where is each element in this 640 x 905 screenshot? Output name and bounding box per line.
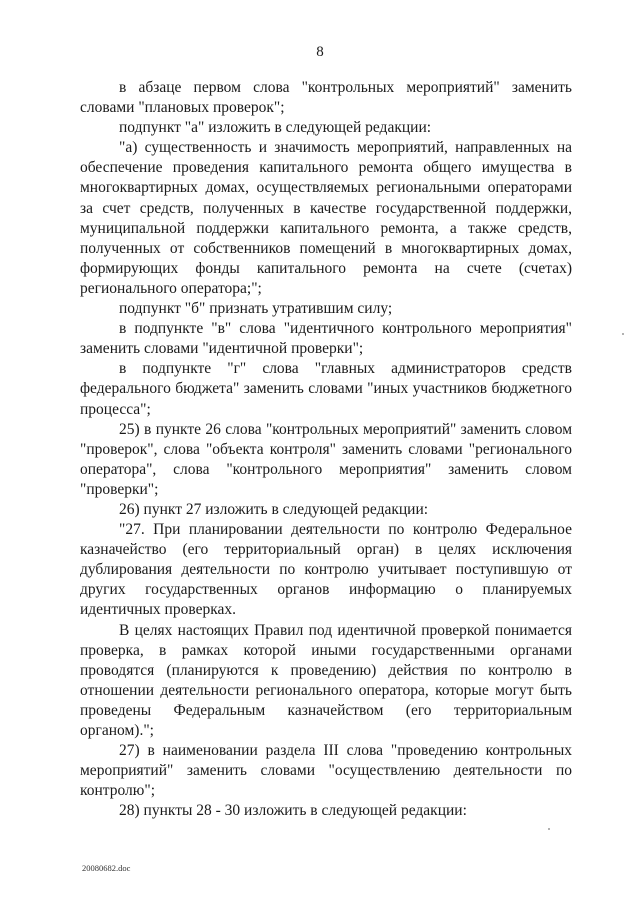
- paragraph-11: 27) в наименовании раздела III слова "проведению контрольных мероприятий" заменить словами "осуществлению деятельности по контролю";: [80, 742, 572, 800]
- paragraph-7: 25) в пункте 26 слова "контрольных мероприятий" заменить словом "проверок", слова "объекта контроля" заменить словами "регионального оператора", слова "контрольного мероприятия" заменить словом "проверки";: [80, 420, 572, 498]
- paragraph-5: в подпункте "в" слова "идентичного контрольного мероприятия" заменить словами "идентичной проверки";: [80, 320, 572, 358]
- footer-filename: 20080682.doc: [82, 863, 131, 873]
- scan-speck: [548, 828, 550, 830]
- scan-speck: [622, 333, 624, 335]
- paragraph-2: подпункт "а" изложить в следующей редакции:: [119, 119, 432, 137]
- paragraph-9: "27. При планировании деятельности по контролю Федеральное казначейство (его территориальный орган) в целях исключения дублирования деятельности по контролю учитывает поступившую от других государственных органов информацию о планируемых идентичных проверках.: [80, 521, 572, 619]
- paragraph-1: в абзаце первом слова "контрольных мероприятий" заменить словами "плановых проверок";: [80, 79, 572, 117]
- page-number: 8: [316, 44, 324, 60]
- paragraph-8: 26) пункт 27 изложить в следующей редакции:: [119, 500, 429, 518]
- paragraph-12: 28) пункты 28 - 30 изложить в следующей редакции:: [119, 802, 467, 820]
- document-body: [80, 78, 572, 821]
- paragraph-10: В целях настоящих Правил под идентичной проверкой понимается проверка, в рамках которой иными государственными органами проводятся (планируются к проведению) действия по контролю в отношении деятельности регионального оператора, которые могут быть проведены Федеральным казначейством (его территориальным органом).";: [80, 621, 572, 739]
- paragraph-3: "а) существенность и значимость мероприятий, направленных на обеспечение проведения капитального ремонта общего имущества в многоквартирных домах, осуществляемых региональными операторами за счет средств, полученных в качестве государственной поддержки, муниципальной поддержки капитального ремонта, а также средств, полученных от собственников помещений в многоквартирных домах, формирующих фонды капитального ремонта на счете (счетах) регионального оператора;";: [80, 139, 572, 297]
- paragraph-6: в подпункте "г" слова "главных администраторов средств федерального бюджета" заменить словами "иных участников бюджетного процесса";: [80, 360, 572, 418]
- paragraph-4: подпункт "б" признать утратившим силу;: [119, 300, 393, 318]
